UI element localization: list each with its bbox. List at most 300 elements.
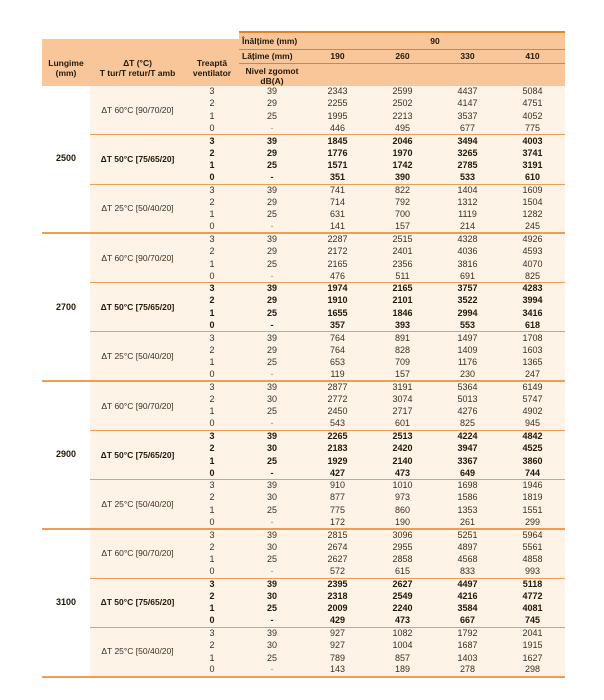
value-cell: 2815: [305, 529, 370, 541]
value-cell: 2009: [305, 603, 370, 615]
noise-cell: 25: [239, 159, 305, 171]
value-cell: 745: [500, 615, 565, 627]
value-cell: 825: [435, 418, 500, 430]
noise-cell: -: [239, 418, 305, 430]
noise-cell: 25: [239, 406, 305, 418]
value-cell: 775: [500, 122, 565, 134]
noise-cell: 39: [239, 283, 305, 295]
value-cell: 3416: [500, 307, 565, 319]
value-cell: 2395: [305, 578, 370, 590]
value-cell: 618: [500, 319, 565, 331]
fan-step-cell: 1: [185, 258, 239, 270]
value-cell: 5251: [435, 529, 500, 541]
fan-step-cell: 1: [185, 652, 239, 664]
noise-cell: 25: [239, 209, 305, 221]
col-header-length-line2: (mm): [55, 68, 77, 79]
fan-step-cell: 1: [185, 159, 239, 171]
fan-step-cell: 0: [185, 664, 239, 676]
value-cell: 4147: [435, 98, 500, 110]
value-cell: 1995: [305, 110, 370, 122]
value-cell: 473: [370, 467, 435, 479]
col-header-dt: [90, 49, 185, 86]
value-cell: 891: [370, 332, 435, 344]
value-cell: 4926: [500, 233, 565, 245]
value-cell: 1776: [305, 147, 370, 159]
value-cell: 2172: [305, 246, 370, 258]
dt-label-cell: ΔT 50°C [75/65/20]: [90, 135, 185, 184]
table-row: [42, 381, 565, 393]
fan-step-cell: 1: [185, 504, 239, 516]
value-cell: 2955: [370, 541, 435, 553]
noise-cell: 29: [239, 147, 305, 159]
value-cell: 667: [435, 615, 500, 627]
width-value-1: 190: [305, 49, 370, 63]
fan-step-cell: 1: [185, 603, 239, 615]
fan-step-cell: 0: [185, 221, 239, 233]
dt-label-cell: ΔT 25°C [50/40/20]: [90, 480, 185, 529]
fan-step-cell: 1: [185, 406, 239, 418]
value-cell: 4052: [500, 110, 565, 122]
value-cell: 610: [500, 172, 565, 184]
value-cell: 230: [435, 369, 500, 381]
fan-step-cell: 0: [185, 369, 239, 381]
fan-step-cell: 3: [185, 578, 239, 590]
value-cell: 2717: [370, 406, 435, 418]
noise-cell: 39: [239, 184, 305, 196]
fan-step-cell: 2: [185, 147, 239, 159]
value-cell: 141: [305, 221, 370, 233]
col-header-fan: [185, 49, 239, 86]
value-cell: 3757: [435, 283, 500, 295]
value-cell: 1010: [370, 480, 435, 492]
col-header-noise-line2: dB(A): [260, 75, 284, 86]
fan-step-cell: 0: [185, 172, 239, 184]
value-cell: 1846: [370, 307, 435, 319]
value-cell: 1970: [370, 147, 435, 159]
value-cell: 993: [500, 566, 565, 578]
value-cell: 143: [305, 664, 370, 676]
fan-step-cell: 0: [185, 270, 239, 282]
value-cell: 4224: [435, 430, 500, 442]
table-row: [42, 135, 565, 147]
fan-step-cell: 2: [185, 246, 239, 258]
value-cell: 511: [370, 270, 435, 282]
table-row: [42, 283, 565, 295]
value-cell: 533: [435, 172, 500, 184]
table-row: [42, 627, 565, 639]
fan-step-cell: 3: [185, 233, 239, 245]
value-cell: 3537: [435, 110, 500, 122]
value-cell: 2877: [305, 381, 370, 393]
value-cell: 3741: [500, 147, 565, 159]
value-cell: 476: [305, 270, 370, 282]
value-cell: 2213: [370, 110, 435, 122]
dt-label-cell: ΔT 60°C [90/70/20]: [90, 529, 185, 578]
value-cell: 4497: [435, 578, 500, 590]
value-cell: 1082: [370, 627, 435, 639]
value-cell: 3096: [370, 529, 435, 541]
value-cell: 429: [305, 615, 370, 627]
table-row: [42, 529, 565, 541]
value-cell: 1708: [500, 332, 565, 344]
noise-cell: -: [239, 566, 305, 578]
fan-step-cell: 3: [185, 529, 239, 541]
fan-step-cell: 2: [185, 541, 239, 553]
noise-cell: -: [239, 172, 305, 184]
value-cell: 2858: [370, 553, 435, 565]
value-cell: 4283: [500, 283, 565, 295]
value-cell: 2343: [305, 86, 370, 98]
value-cell: 825: [500, 270, 565, 282]
fan-step-cell: 1: [185, 455, 239, 467]
value-cell: 3816: [435, 258, 500, 270]
dt-label-cell: ΔT 60°C [90/70/20]: [90, 86, 185, 135]
value-cell: 828: [370, 344, 435, 356]
noise-cell: 25: [239, 307, 305, 319]
noise-cell: 25: [239, 110, 305, 122]
fan-step-cell: 3: [185, 430, 239, 442]
value-cell: 792: [370, 196, 435, 208]
noise-cell: -: [239, 221, 305, 233]
noise-cell: -: [239, 615, 305, 627]
value-cell: 390: [370, 172, 435, 184]
value-cell: 1929: [305, 455, 370, 467]
noise-cell: 25: [239, 504, 305, 516]
fan-step-cell: 2: [185, 344, 239, 356]
value-cell: 572: [305, 566, 370, 578]
value-cell: 1312: [435, 196, 500, 208]
value-cell: 3994: [500, 295, 565, 307]
fan-step-cell: 2: [185, 98, 239, 110]
header-filler: [305, 63, 565, 86]
dt-label-cell: ΔT 50°C [75/65/20]: [90, 430, 185, 479]
value-cell: 2401: [370, 246, 435, 258]
value-cell: 3074: [370, 393, 435, 405]
fan-step-cell: 2: [185, 196, 239, 208]
col-header-dt-line2: T tur/T retur/T amb: [99, 68, 176, 79]
value-cell: 190: [370, 516, 435, 528]
value-cell: 172: [305, 516, 370, 528]
value-cell: 5118: [500, 578, 565, 590]
table-row: [42, 578, 565, 590]
value-cell: 2183: [305, 443, 370, 455]
value-cell: 5747: [500, 393, 565, 405]
value-cell: 4437: [435, 86, 500, 98]
value-cell: 910: [305, 480, 370, 492]
noise-cell: 30: [239, 393, 305, 405]
value-cell: 860: [370, 504, 435, 516]
noise-cell: 39: [239, 381, 305, 393]
table-row: [42, 332, 565, 344]
noise-cell: 39: [239, 86, 305, 98]
value-cell: 945: [500, 418, 565, 430]
noise-cell: 39: [239, 480, 305, 492]
value-cell: 5561: [500, 541, 565, 553]
length-cell: 2900: [42, 381, 90, 529]
value-cell: 427: [305, 467, 370, 479]
value-cell: 3947: [435, 443, 500, 455]
noise-cell: 30: [239, 492, 305, 504]
dt-label-cell: ΔT 50°C [75/65/20]: [90, 578, 185, 627]
value-cell: 4525: [500, 443, 565, 455]
noise-cell: 30: [239, 640, 305, 652]
table-row: [42, 233, 565, 245]
height-value: 90: [305, 32, 565, 49]
value-cell: 247: [500, 369, 565, 381]
fan-step-cell: 0: [185, 566, 239, 578]
value-cell: 927: [305, 640, 370, 652]
value-cell: 822: [370, 184, 435, 196]
value-cell: 1176: [435, 356, 500, 368]
value-cell: 5364: [435, 381, 500, 393]
col-header-noise: [239, 63, 305, 86]
dt-label-cell: ΔT 25°C [50/40/20]: [90, 627, 185, 676]
value-cell: 2994: [435, 307, 500, 319]
value-cell: 4897: [435, 541, 500, 553]
value-cell: 261: [435, 516, 500, 528]
value-cell: 2140: [370, 455, 435, 467]
fan-step-cell: 3: [185, 480, 239, 492]
value-cell: 393: [370, 319, 435, 331]
value-cell: 601: [370, 418, 435, 430]
noise-cell: 39: [239, 430, 305, 442]
value-cell: 973: [370, 492, 435, 504]
dt-label-cell: ΔT 60°C [90/70/20]: [90, 233, 185, 282]
fan-step-cell: 3: [185, 332, 239, 344]
fan-step-cell: 0: [185, 418, 239, 430]
value-cell: 764: [305, 344, 370, 356]
value-cell: 3265: [435, 147, 500, 159]
fan-step-cell: 2: [185, 590, 239, 602]
value-cell: 245: [500, 221, 565, 233]
width-value-4: 410: [500, 49, 565, 63]
value-cell: 1792: [435, 627, 500, 639]
value-cell: 2549: [370, 590, 435, 602]
noise-cell: 39: [239, 529, 305, 541]
value-cell: 1571: [305, 159, 370, 171]
table-row: [42, 86, 565, 98]
value-cell: 1742: [370, 159, 435, 171]
noise-cell: 39: [239, 627, 305, 639]
fan-step-cell: 3: [185, 86, 239, 98]
value-cell: 653: [305, 356, 370, 368]
value-cell: 3367: [435, 455, 500, 467]
noise-cell: 29: [239, 344, 305, 356]
value-cell: 631: [305, 209, 370, 221]
value-cell: 357: [305, 319, 370, 331]
value-cell: 1910: [305, 295, 370, 307]
dt-label-cell: ΔT 25°C [50/40/20]: [90, 332, 185, 381]
value-cell: 2772: [305, 393, 370, 405]
value-cell: 4003: [500, 135, 565, 147]
value-cell: 615: [370, 566, 435, 578]
value-cell: 4593: [500, 246, 565, 258]
col-header-fan-line1: Treaptă: [196, 58, 228, 69]
noise-cell: 39: [239, 135, 305, 147]
value-cell: 2502: [370, 98, 435, 110]
noise-cell: -: [239, 369, 305, 381]
height-label: Înălțime (mm): [239, 32, 305, 49]
value-cell: 1603: [500, 344, 565, 356]
fan-step-cell: 3: [185, 381, 239, 393]
value-cell: 189: [370, 664, 435, 676]
table-row: [42, 430, 565, 442]
value-cell: 1819: [500, 492, 565, 504]
value-cell: 2287: [305, 233, 370, 245]
value-cell: 1551: [500, 504, 565, 516]
value-cell: 1845: [305, 135, 370, 147]
value-cell: 1974: [305, 283, 370, 295]
noise-cell: -: [239, 270, 305, 282]
value-cell: 2240: [370, 603, 435, 615]
header-corner: [42, 32, 239, 49]
fan-step-cell: 1: [185, 307, 239, 319]
value-cell: 1365: [500, 356, 565, 368]
value-cell: 2041: [500, 627, 565, 639]
value-cell: 5013: [435, 393, 500, 405]
value-cell: 5964: [500, 529, 565, 541]
value-cell: 677: [435, 122, 500, 134]
value-cell: 4842: [500, 430, 565, 442]
value-cell: 2318: [305, 590, 370, 602]
value-cell: 4081: [500, 603, 565, 615]
value-cell: 833: [435, 566, 500, 578]
value-cell: 927: [305, 627, 370, 639]
noise-cell: 29: [239, 196, 305, 208]
fan-step-cell: 2: [185, 443, 239, 455]
value-cell: 691: [435, 270, 500, 282]
value-cell: 2165: [305, 258, 370, 270]
fan-step-cell: 2: [185, 640, 239, 652]
noise-cell: -: [239, 122, 305, 134]
value-cell: 4216: [435, 590, 500, 602]
fan-step-cell: 1: [185, 110, 239, 122]
fan-step-cell: 1: [185, 356, 239, 368]
dt-label-cell: ΔT 50°C [75/65/20]: [90, 283, 185, 332]
value-cell: 446: [305, 122, 370, 134]
length-cell: 2500: [42, 86, 90, 234]
value-cell: 649: [435, 467, 500, 479]
table-header: [42, 32, 565, 86]
fan-step-cell: 3: [185, 184, 239, 196]
value-cell: 2101: [370, 295, 435, 307]
value-cell: 1946: [500, 480, 565, 492]
value-cell: 4568: [435, 553, 500, 565]
noise-cell: 25: [239, 553, 305, 565]
fan-step-cell: 0: [185, 122, 239, 134]
value-cell: 4751: [500, 98, 565, 110]
value-cell: 2265: [305, 430, 370, 442]
value-cell: 2627: [370, 578, 435, 590]
spec-table: [42, 31, 565, 678]
value-cell: 5084: [500, 86, 565, 98]
noise-cell: 39: [239, 233, 305, 245]
value-cell: 2165: [370, 283, 435, 295]
value-cell: 214: [435, 221, 500, 233]
noise-cell: 25: [239, 258, 305, 270]
value-cell: 2627: [305, 553, 370, 565]
fan-step-cell: 3: [185, 283, 239, 295]
noise-cell: 29: [239, 295, 305, 307]
noise-cell: 25: [239, 356, 305, 368]
value-cell: 1119: [435, 209, 500, 221]
value-cell: 2785: [435, 159, 500, 171]
fan-step-cell: 0: [185, 467, 239, 479]
width-value-2: 260: [370, 49, 435, 63]
value-cell: 1004: [370, 640, 435, 652]
value-cell: 709: [370, 356, 435, 368]
value-cell: 1409: [435, 344, 500, 356]
value-cell: 2513: [370, 430, 435, 442]
value-cell: 3191: [500, 159, 565, 171]
value-cell: 157: [370, 369, 435, 381]
table-row: [42, 480, 565, 492]
value-cell: 3494: [435, 135, 500, 147]
fan-step-cell: 2: [185, 295, 239, 307]
value-cell: 764: [305, 332, 370, 344]
value-cell: 2356: [370, 258, 435, 270]
value-cell: 714: [305, 196, 370, 208]
value-cell: 1609: [500, 184, 565, 196]
value-cell: 1627: [500, 652, 565, 664]
fan-step-cell: 3: [185, 135, 239, 147]
value-cell: 2046: [370, 135, 435, 147]
table-body: [42, 86, 565, 677]
noise-cell: 30: [239, 443, 305, 455]
dt-label-cell: ΔT 60°C [90/70/20]: [90, 381, 185, 430]
value-cell: 1586: [435, 492, 500, 504]
value-cell: 4070: [500, 258, 565, 270]
value-cell: 4328: [435, 233, 500, 245]
value-cell: 1404: [435, 184, 500, 196]
col-header-length: [42, 49, 90, 86]
noise-cell: 39: [239, 578, 305, 590]
value-cell: 2255: [305, 98, 370, 110]
col-header-noise-line1: Nivel zgomot: [245, 65, 299, 76]
value-cell: 1655: [305, 307, 370, 319]
value-cell: 4276: [435, 406, 500, 418]
noise-cell: 29: [239, 98, 305, 110]
value-cell: 877: [305, 492, 370, 504]
value-cell: 2450: [305, 406, 370, 418]
value-cell: 543: [305, 418, 370, 430]
value-cell: 1687: [435, 640, 500, 652]
noise-cell: -: [239, 467, 305, 479]
value-cell: 299: [500, 516, 565, 528]
width-label: Lățime (mm): [239, 49, 305, 63]
noise-cell: 29: [239, 246, 305, 258]
value-cell: 2674: [305, 541, 370, 553]
width-value-3: 330: [435, 49, 500, 63]
value-cell: 6149: [500, 381, 565, 393]
noise-cell: 25: [239, 652, 305, 664]
col-header-length-line1: Lungime: [48, 58, 84, 69]
col-header-dt-line1: ΔT (°C): [123, 58, 152, 69]
value-cell: 119: [305, 369, 370, 381]
value-cell: 1403: [435, 652, 500, 664]
value-cell: 278: [435, 664, 500, 676]
length-cell: 2700: [42, 233, 90, 381]
value-cell: 495: [370, 122, 435, 134]
value-cell: 3191: [370, 381, 435, 393]
value-cell: 4858: [500, 553, 565, 565]
value-cell: 553: [435, 319, 500, 331]
dt-label-cell: ΔT 25°C [50/40/20]: [90, 184, 185, 233]
noise-cell: 25: [239, 603, 305, 615]
fan-step-cell: 1: [185, 553, 239, 565]
noise-cell: -: [239, 664, 305, 676]
value-cell: 2515: [370, 233, 435, 245]
